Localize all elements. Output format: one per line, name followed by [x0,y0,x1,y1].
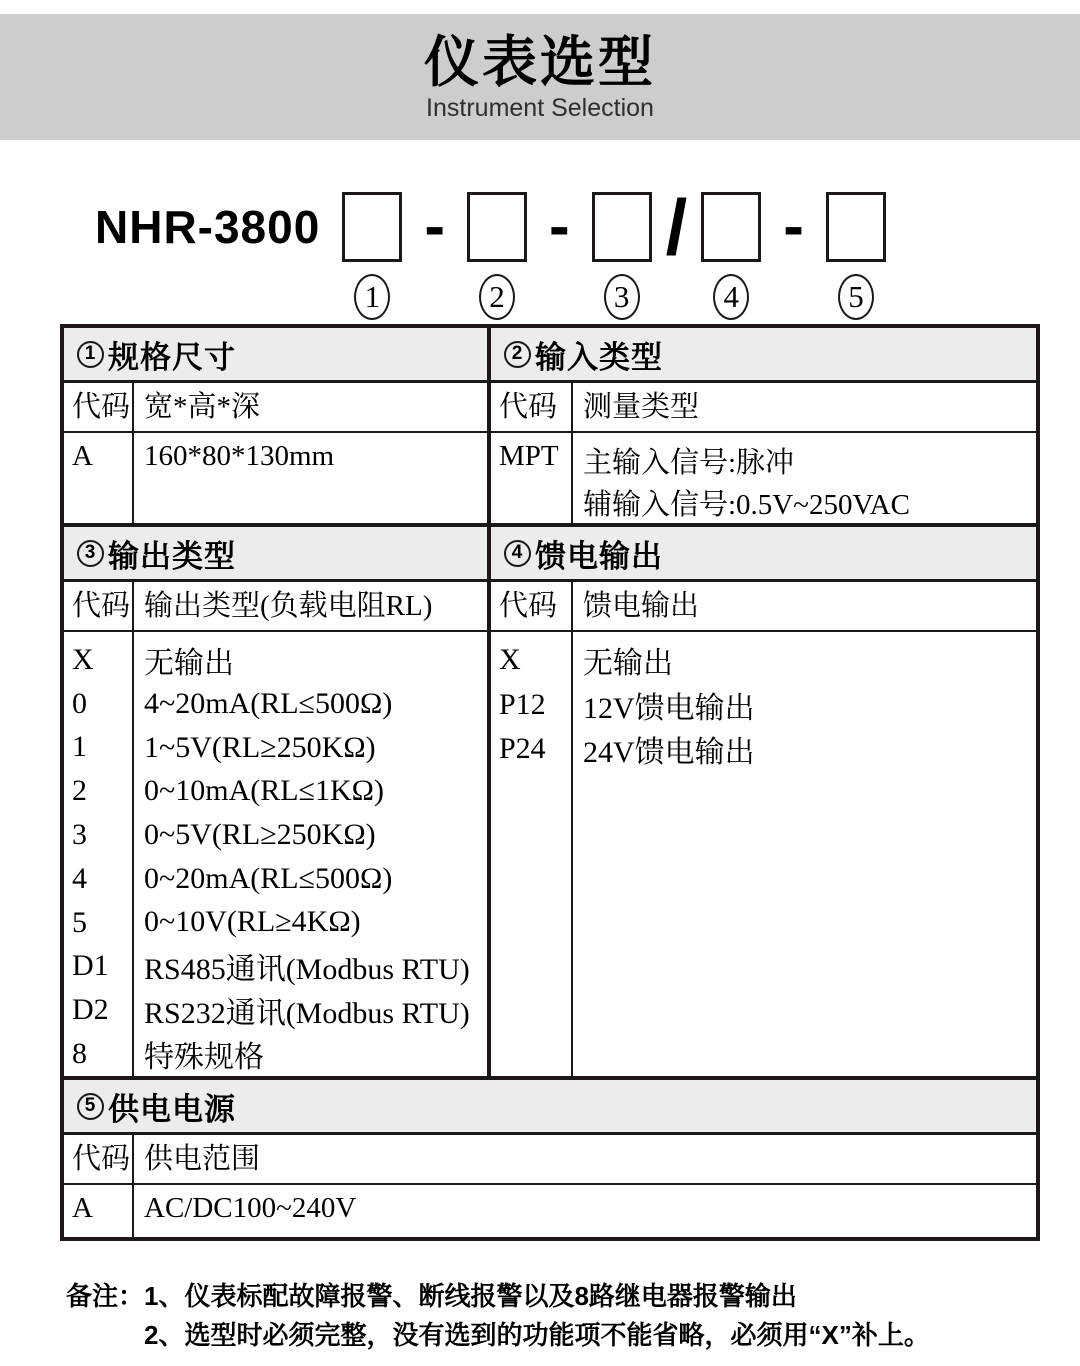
desc-cell: 无输出 [583,647,673,681]
section-header-row-5 [64,1080,1036,1135]
page-subtitle: Instrument Selection [426,94,654,122]
code-cell: D1 [72,949,109,983]
section-title: 供电电源 [108,1091,236,1127]
code-cell: 5 [72,905,87,939]
column-header-row-5 [64,1135,1036,1185]
code-cell: 1 [72,730,87,764]
code-header-cell: 代码 [491,383,573,431]
note-item: 1、仪表标配故障报警、断线报警以及8路继电器报警输出 [144,1281,797,1311]
selection-table [60,324,1040,1241]
circled-number-4: 4 [713,274,749,320]
section-header-feed [491,527,1036,579]
data-row-output-feed [64,632,1036,1080]
note-item: 2、选型时必须完整，没有选到的功能项不能省略，必须用“X”补上。 [144,1320,930,1350]
feed-data [491,632,1036,1076]
code-cell: P12 [499,687,546,721]
desc-cell: 无输出 [144,647,234,680]
desc-header-cell: 供电范围 [144,1143,261,1175]
title-banner [0,14,1080,140]
model-slot-4 [701,192,761,320]
desc-cell: 0~20mA(RL≤500Ω) [144,861,393,895]
footnotes [66,1277,1080,1355]
desc-cell: 24V馈电输出 [583,736,755,770]
code-cell: D2 [72,993,109,1027]
dash-separator: - [783,192,804,261]
notes-list [144,1277,930,1355]
section-number-icon: 1 [77,341,104,368]
input-column-headers [491,383,1036,431]
slash-separator: / [665,183,688,271]
desc-header-cell: 测量类型 [583,391,700,423]
circled-number-1: 1 [354,274,390,320]
code-header-cell: 代码 [64,383,134,431]
section-header-spec [64,328,491,380]
feed-desc-list [573,632,1036,1076]
section-number-icon: 3 [77,540,104,567]
dash-separator: - [548,192,570,261]
code-cell: X [72,642,94,676]
section-number-icon: 4 [504,540,531,567]
desc-line: 辅输入信号:0.5V~250VAC [583,488,910,521]
model-slot-box [826,192,886,262]
model-slot-box [342,192,402,262]
spec-column-headers [64,383,491,431]
circled-number-2: 2 [479,274,515,320]
desc-header-cell: 宽*高*深 [144,391,261,423]
spec-data [64,433,491,523]
model-slot-2 [467,192,527,320]
section-header-row-3-4 [64,527,1036,582]
desc-cell [573,433,1036,523]
code-cell: P24 [499,732,546,766]
output-desc-list [134,632,487,1076]
desc-cell: 12V馈电输出 [583,691,755,725]
feed-code-list [491,632,573,1076]
desc-cell: 0~5V(RL≥250KΩ) [144,817,376,851]
desc-line: 主输入信号:脉冲 [583,446,795,479]
circled-number-3: 3 [604,274,640,320]
desc-cell: 特殊规格 [144,1041,264,1075]
code-cell: MPT [491,433,573,523]
page-title: 仪表选型 [423,31,656,93]
code-header-cell: 代码 [64,1135,134,1183]
desc-cell: 4~20mA(RL≤500Ω) [144,686,393,720]
notes-label: 备注： [66,1281,145,1311]
code-cell: A [64,433,134,523]
code-cell: 4 [72,861,87,895]
data-row-power [64,1185,1036,1237]
model-slot-1 [342,192,402,320]
section-header-row-1-2 [64,328,1036,383]
desc-cell: RS485通讯(Modbus RTU) [144,953,470,987]
model-prefix: NHR-3800 [95,201,321,253]
model-code-diagram [95,183,1080,320]
code-cell: 0 [72,686,87,720]
desc-cell: RS232通讯(Modbus RTU) [144,997,470,1031]
model-slot-box [701,192,761,262]
section-header-power [64,1080,1036,1132]
output-code-list [64,632,134,1076]
desc-cell: 160*80*130mm [144,440,335,472]
section-number-icon: 2 [504,341,531,368]
section-title: 输出类型 [108,538,236,574]
output-column-headers [64,582,491,630]
code-cell: A [64,1185,134,1237]
section-title: 馈电输出 [535,538,663,574]
section-header-output [64,527,491,579]
model-slot-box [467,192,527,262]
code-cell: 3 [72,818,87,852]
desc-header-cell: 输出类型(负载电阻RL) [144,590,433,622]
code-cell: X [499,643,521,677]
model-slot-3 [592,192,652,320]
desc-header-cell: 馈电输出 [583,590,700,622]
code-cell: 2 [72,774,87,808]
model-slot-box [592,192,652,262]
code-cell: 8 [72,1037,87,1071]
code-header-cell: 代码 [491,582,573,630]
data-row-spec-input [64,433,1036,527]
circled-number-5: 5 [838,274,874,320]
desc-cell: AC/DC100~240V [144,1192,357,1224]
desc-cell: 0~10mA(RL≤1KΩ) [144,774,384,808]
desc-cell: 0~10V(RL≥4KΩ) [144,905,361,939]
section-header-input [491,328,1036,380]
section-title: 规格尺寸 [108,339,236,375]
desc-cell: 1~5V(RL≥250KΩ) [144,730,376,764]
dash-separator: - [424,192,445,261]
section-title: 输入类型 [535,339,663,375]
input-data [491,433,1036,523]
output-data [64,632,491,1076]
feed-column-headers [491,582,1036,630]
model-slot-5 [826,192,886,320]
section-number-icon: 5 [77,1093,104,1120]
code-header-cell: 代码 [64,582,134,630]
column-header-row-3-4 [64,582,1036,632]
column-header-row-1-2 [64,383,1036,433]
